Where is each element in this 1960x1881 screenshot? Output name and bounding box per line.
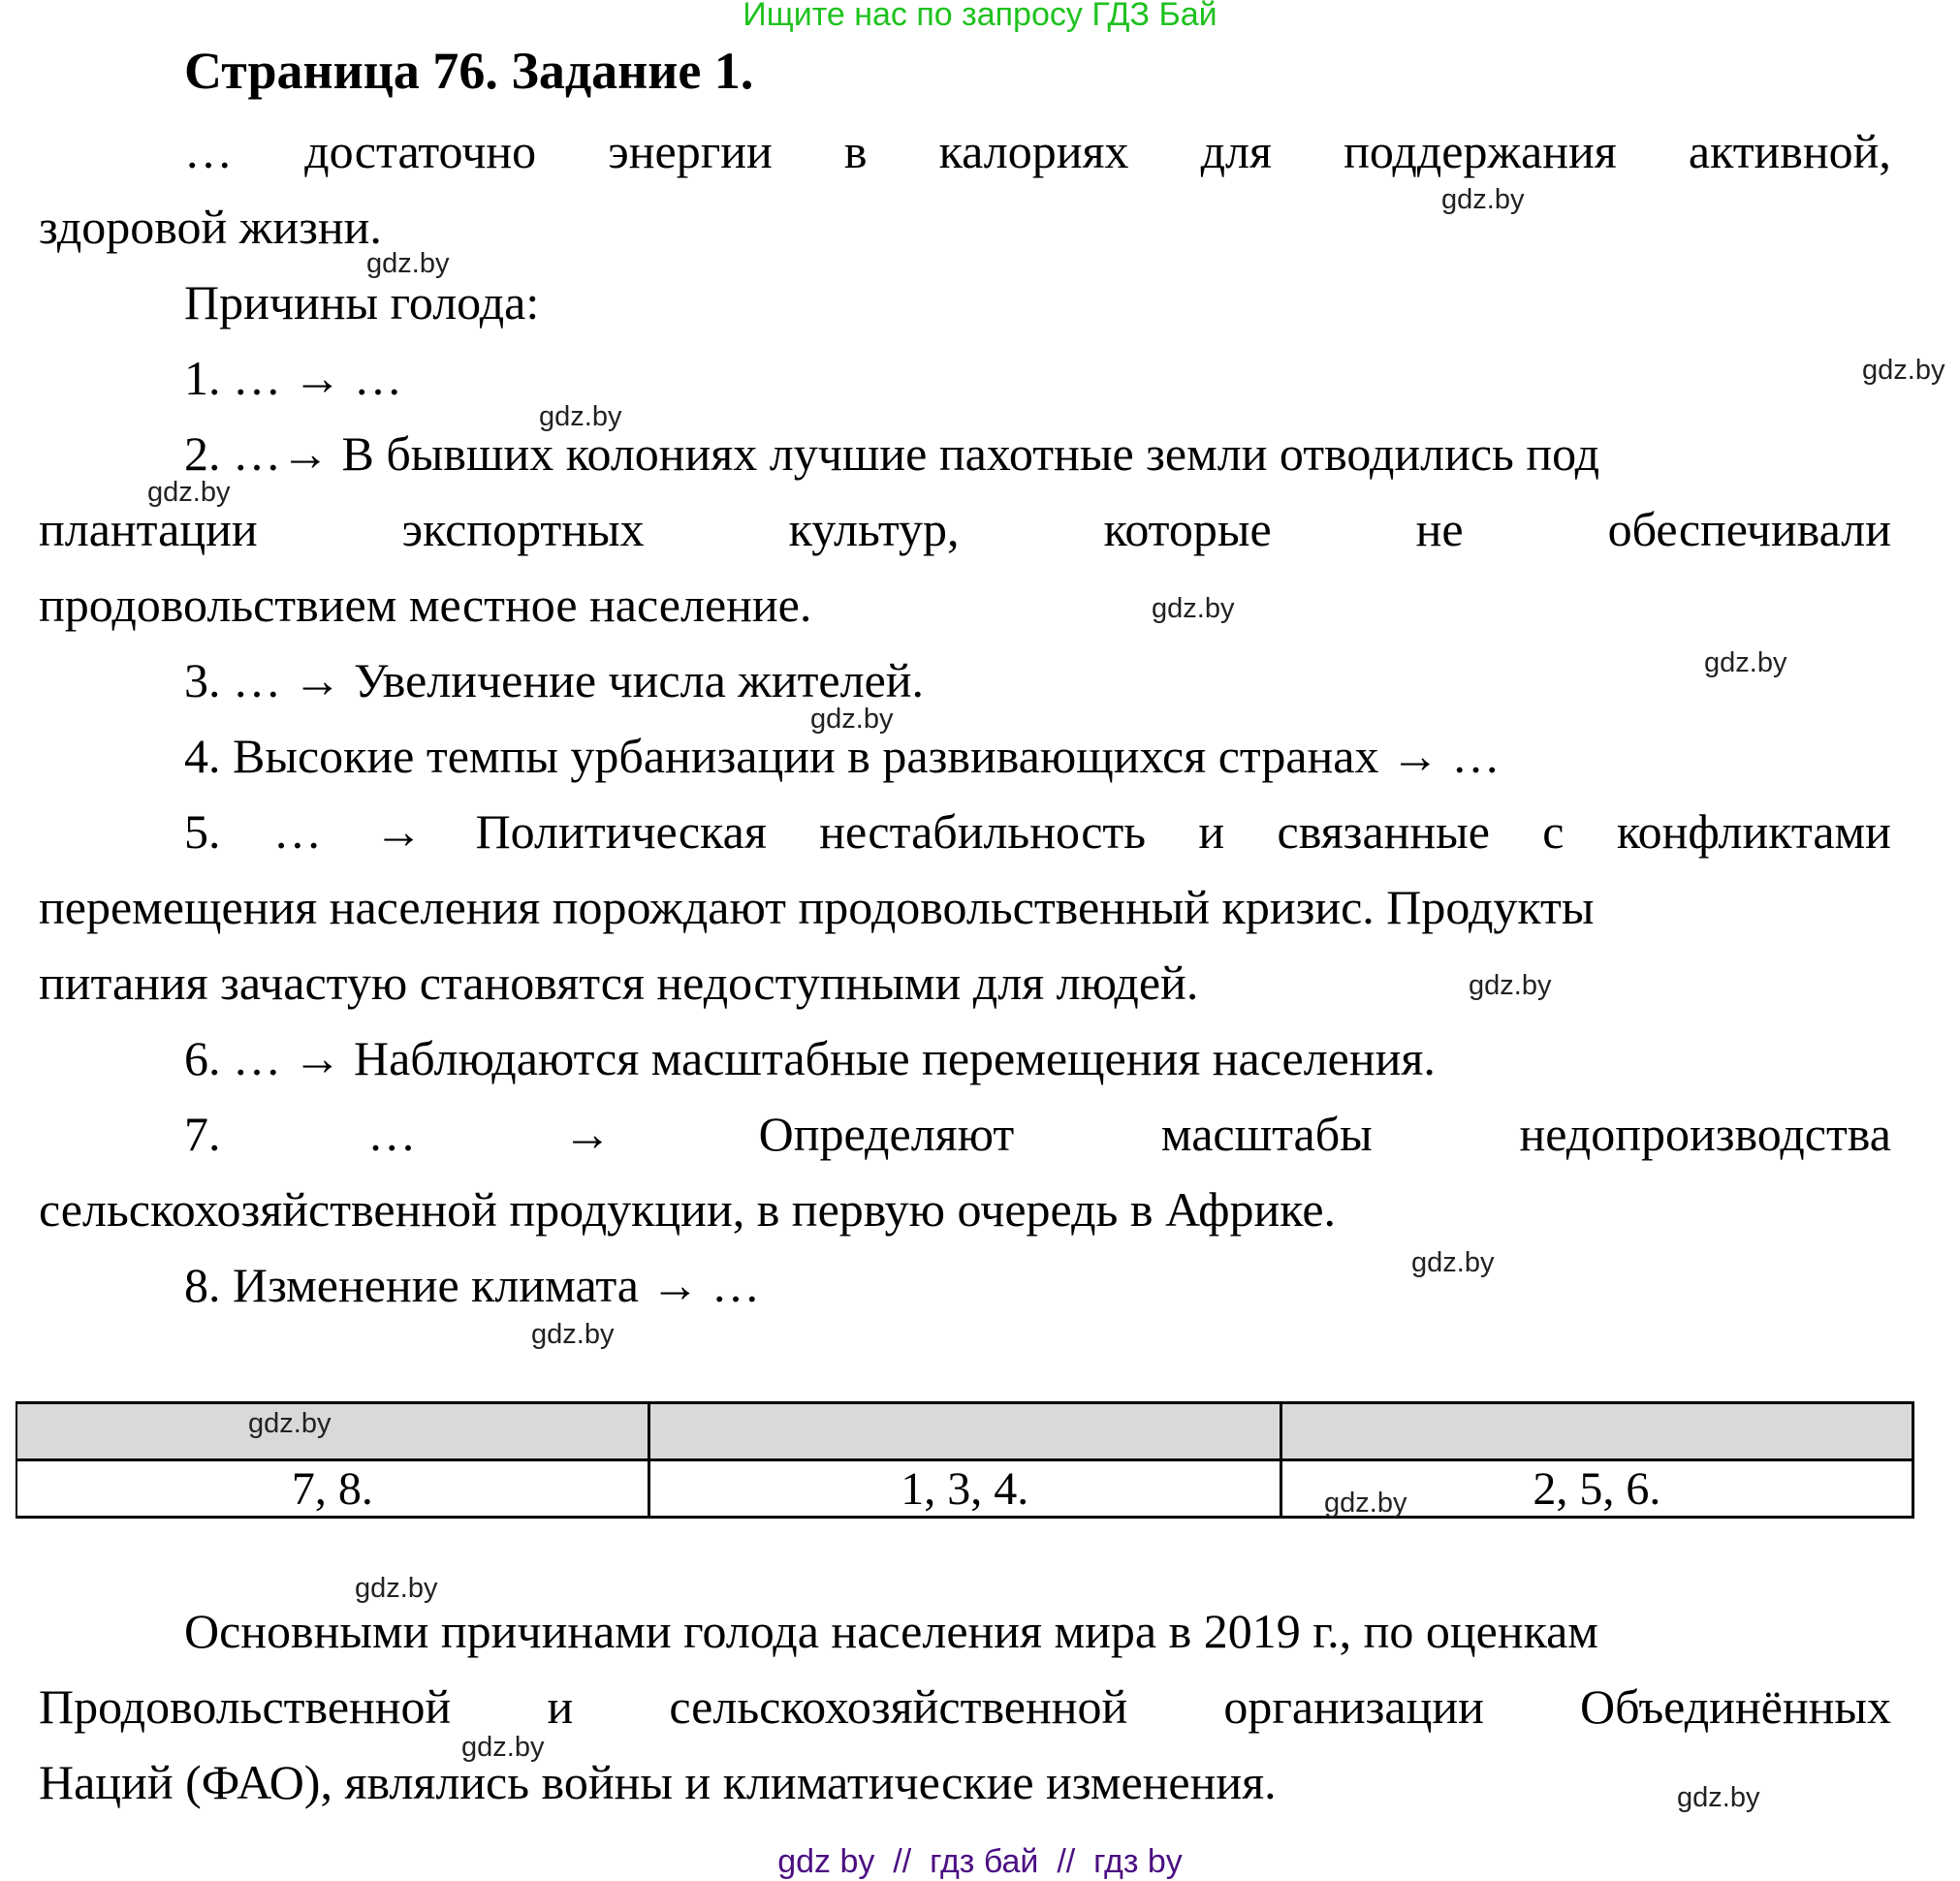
intro-line-2: здоровой жизни. (39, 200, 382, 254)
watermark: gdz.by (147, 477, 231, 508)
footer-links: gdz by // гдз бай // гдз by (777, 1843, 1183, 1880)
watermark: gdz.by (1704, 647, 1787, 678)
watermark: gdz.by (1862, 355, 1945, 386)
watermark: gdz.by (1324, 1488, 1407, 1519)
watermark: gdz.by (461, 1732, 545, 1763)
conclusion-line-1: Основными причинами голода населения мира в 2019 г., по оценкам (184, 1604, 1598, 1658)
watermark: gdz.by (1152, 593, 1235, 624)
page-title: Страница 76. Задание 1. (184, 42, 754, 100)
watermark: gdz.by (248, 1408, 332, 1439)
watermark: gdz.by (531, 1319, 615, 1350)
cause-8: 8. Изменение климата → … (184, 1258, 760, 1312)
table-row (16, 1460, 1913, 1518)
watermark: gdz.by (539, 401, 622, 432)
cause-7-line-1: 7. … → Определяют масштабы недопроизводства (184, 1107, 1891, 1161)
cause-5-line-1: 5. … → Политическая нестабильность и связанные с конфликтами (184, 804, 1891, 859)
cause-2-line-1: 2. …→ В бывших колониях лучшие пахотные земли отводились под (184, 426, 1600, 481)
table-cell: 2, 5, 6. (1280, 1460, 1913, 1518)
causes-heading: Причины голода: (184, 275, 540, 329)
cause-7-line-2: сельскохозяйственной продукции, в первую очередь в Африке. (39, 1182, 1337, 1237)
cause-2-line-3: продовольствием местное население. (39, 578, 812, 632)
cause-3: 3. … → Увеличение числа жителей. (184, 653, 925, 707)
watermark: gdz.by (810, 704, 894, 735)
cause-5-line-2: перемещения населения порождают продовольственный кризис. Продукты (39, 880, 1595, 934)
search-banner: Ищите нас по запросу ГДЗ Бай (743, 0, 1217, 33)
watermark: gdz.by (1677, 1782, 1760, 1813)
watermark: gdz.by (1441, 184, 1525, 215)
conclusion-line-2: Продовольственной и сельскохозяйственной организации Объединённых (39, 1679, 1891, 1734)
watermark: gdz.by (1411, 1247, 1495, 1278)
table-cell: 7, 8. (16, 1460, 648, 1518)
table-cell: 1, 3, 4. (648, 1460, 1280, 1518)
table-header-cell (1280, 1403, 1913, 1460)
conclusion-line-3: Наций (ФАО), являлись войны и климатические изменения. (39, 1755, 1277, 1809)
watermark: gdz.by (355, 1573, 438, 1604)
cause-5-line-3: питания зачастую становятся недоступными для людей. (39, 956, 1199, 1010)
cause-6: 6. … → Наблюдаются масштабные перемещения населения. (184, 1031, 1436, 1085)
table-header-cell (16, 1403, 648, 1460)
table-header-cell (648, 1403, 1280, 1460)
intro-line-1: … достаточно энергии в калориях для поддержания активной, (184, 124, 1891, 178)
cause-1: 1. … → … (184, 351, 402, 405)
watermark: gdz.by (1469, 970, 1552, 1001)
cause-4: 4. Высокие темпы урбанизации в развивающихся странах → … (184, 729, 1501, 783)
watermark: gdz.by (366, 248, 450, 279)
cause-2-line-2: плантации экспортных культур, которые не обеспечивали (39, 502, 1891, 556)
